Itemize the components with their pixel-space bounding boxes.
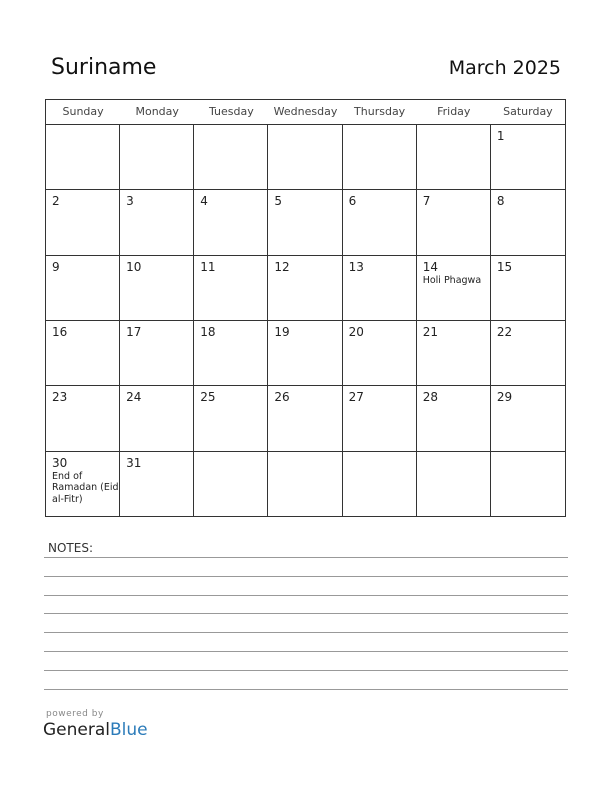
day-number: 5 [274, 194, 283, 209]
day-cell [491, 321, 565, 386]
day-cell [491, 386, 565, 451]
day-cell [343, 452, 417, 517]
day-number: 23 [52, 390, 68, 405]
days-grid [46, 125, 565, 517]
day-number: 7 [422, 194, 431, 209]
day-cell [120, 321, 194, 386]
day-number: 8 [496, 194, 505, 209]
day-cell [343, 125, 417, 190]
day-number: 15 [496, 259, 513, 274]
notes-line [44, 670, 568, 671]
notes-line [44, 595, 568, 596]
day-cell [46, 190, 120, 255]
weekday-wednesday: Wednesday [273, 105, 338, 118]
day-cell [46, 321, 120, 386]
powered-by-text: powered by [46, 709, 104, 719]
weekday-friday: Friday [437, 105, 471, 118]
notes-line [44, 613, 568, 614]
day-cell [343, 256, 417, 321]
day-number: 30 [52, 455, 68, 470]
day-number: 3 [126, 194, 134, 209]
day-number: 2 [52, 194, 60, 209]
country-title: Suriname [51, 55, 157, 80]
day-cell [46, 386, 120, 451]
notes-line [44, 576, 568, 577]
day-number: 31 [126, 455, 142, 470]
day-cell [194, 386, 268, 451]
day-cell [491, 125, 565, 190]
day-cell [343, 386, 417, 451]
day-cell [268, 125, 342, 190]
day-cell [268, 386, 342, 451]
day-number: 16 [52, 325, 68, 339]
day-number: 13 [348, 259, 364, 274]
day-cell [194, 321, 268, 386]
day-cell [417, 452, 491, 517]
day-number: 20 [348, 325, 364, 339]
day-number: 14 [422, 259, 438, 274]
holiday-label: Holi Phagwa [422, 274, 482, 286]
brand-blue-text: Blue [110, 720, 148, 740]
holiday-label: End of Ramadan (Eid al-Fitr) [52, 470, 119, 505]
day-cell [194, 190, 268, 255]
day-number: 17 [126, 325, 142, 339]
weekday-tuesday: Tuesday [208, 105, 254, 118]
day-cell [46, 256, 120, 321]
weekday-sunday: Sunday [62, 105, 104, 118]
day-cell [120, 190, 194, 255]
day-number: 4 [200, 194, 208, 209]
day-number: 18 [200, 325, 216, 339]
day-number: 27 [348, 390, 364, 405]
day-cell [343, 190, 417, 255]
day-number: 21 [422, 325, 438, 339]
day-cell [417, 321, 491, 386]
notes-line [44, 632, 568, 633]
day-cell [194, 452, 268, 517]
weekday-saturday: Saturday [503, 105, 553, 118]
day-cell [417, 386, 491, 451]
day-number: 6 [348, 194, 357, 209]
day-cell [343, 321, 417, 386]
day-cell [120, 452, 194, 517]
day-number: 29 [496, 390, 513, 405]
weekday-monday: Monday [135, 105, 179, 118]
notes-label: NOTES: [48, 541, 93, 555]
day-cell [268, 452, 342, 517]
calendar-grid [45, 99, 566, 517]
day-number: 25 [200, 390, 216, 405]
day-number: 26 [274, 390, 290, 405]
day-number: 12 [274, 259, 290, 274]
day-number: 22 [496, 325, 513, 339]
day-number: 9 [52, 259, 60, 274]
month-year-title: March 2025 [448, 57, 561, 79]
day-cell [120, 125, 194, 190]
day-cell [46, 125, 120, 190]
day-cell [491, 452, 565, 517]
day-number: 10 [126, 259, 142, 274]
day-cell [120, 386, 194, 451]
day-cell [46, 452, 120, 517]
day-cell [491, 190, 565, 255]
day-cell [120, 256, 194, 321]
day-cell [194, 125, 268, 190]
day-number: 28 [422, 390, 438, 405]
day-cell [417, 125, 491, 190]
weekday-thursday: Thursday [354, 105, 406, 118]
notes-line [44, 689, 568, 690]
brand-logo [43, 720, 148, 740]
day-cell [417, 256, 491, 321]
day-cell [491, 256, 565, 321]
day-cell [417, 190, 491, 255]
day-number: 19 [274, 325, 290, 339]
notes-line [44, 557, 568, 558]
notes-line [44, 651, 568, 652]
day-cell [194, 256, 268, 321]
brand-general-text: General [43, 720, 110, 740]
day-cell [268, 321, 342, 386]
day-number: 24 [126, 390, 142, 405]
day-cell [268, 256, 342, 321]
day-number: 1 [496, 129, 505, 143]
day-number: 11 [200, 259, 216, 274]
weekday-header-row [46, 100, 565, 125]
day-cell [268, 190, 342, 255]
